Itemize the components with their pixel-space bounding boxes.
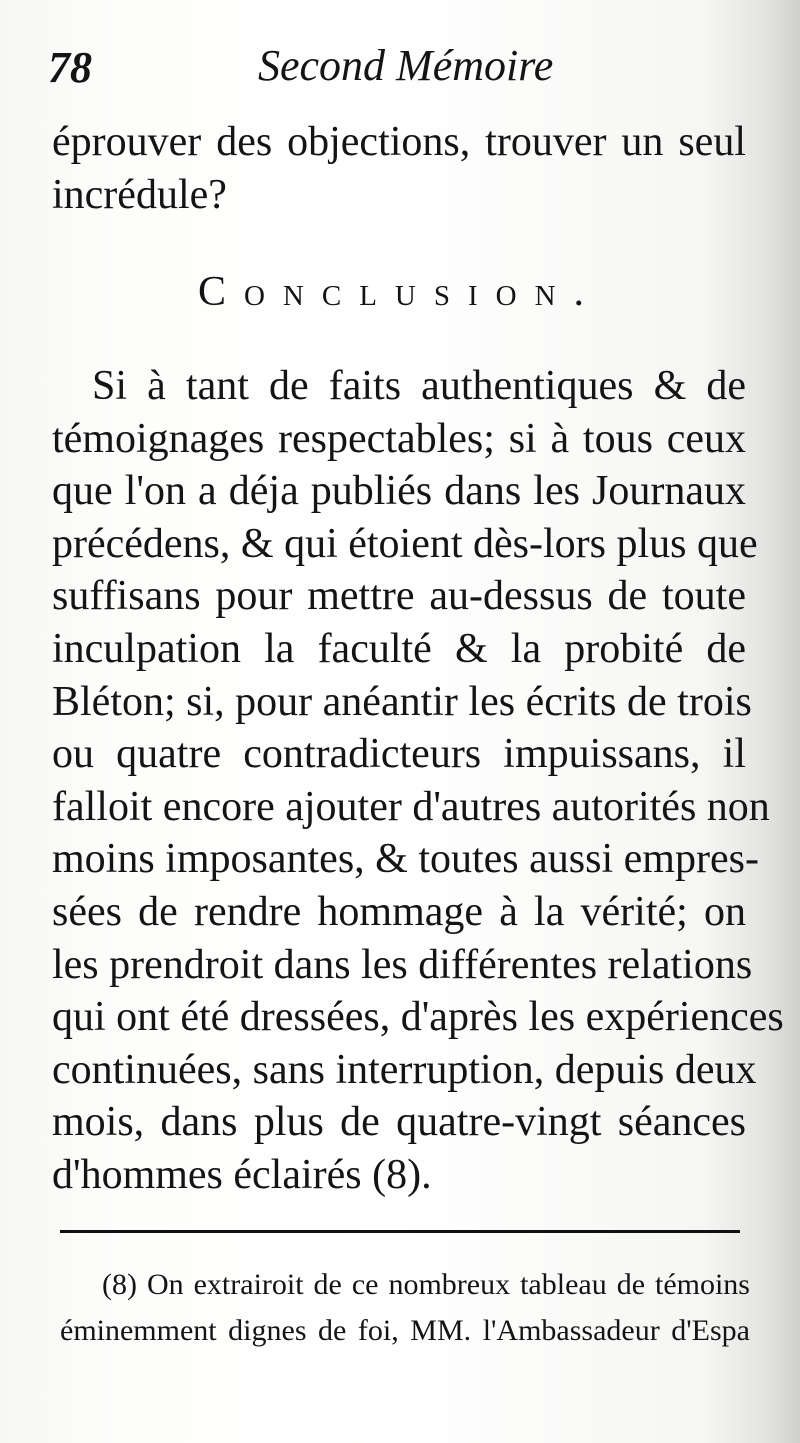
- footnote-line: (8) On extrairoit de ce nombreux tableau de témoins: [102, 1268, 750, 1301]
- section-heading: Conclusion.: [197, 269, 603, 315]
- text-line: continuées, sans interruption, depuis deux: [52, 1046, 757, 1093]
- text-line: moins imposantes, & toutes aussi empres-: [52, 836, 759, 883]
- text-line: sées de rendre hommage à la vérité; on: [52, 888, 746, 935]
- text-line: mois, dans plus de quatre-vingt séances: [52, 1099, 746, 1146]
- text-line: incrédule?: [52, 171, 227, 218]
- text-line: témoignages respectables; si à tous ceux: [52, 415, 746, 462]
- text-line: d'hommes éclairés (8).: [52, 1151, 432, 1198]
- footnote-line: éminemment dignes de foi, MM. l'Ambassadeur d'Espa: [60, 1314, 750, 1347]
- text-line: Si à tant de faits authentiques & de: [92, 363, 746, 409]
- text-line: précédens, & qui étoient dès-lors plus que: [52, 520, 758, 567]
- text-line: éprouver des objections, trouver un seul: [52, 119, 746, 165]
- footnote-rule: [60, 1230, 740, 1233]
- text-line: falloit encore ajouter d'autres autorités non: [52, 783, 770, 830]
- text-line: que l'on a déja publiés dans les Journaux: [52, 468, 746, 515]
- text-line: les prendroit dans les différentes relations: [52, 941, 753, 988]
- page-header: [48, 40, 748, 100]
- running-head: Second Mémoire: [258, 41, 554, 90]
- page-number: 78: [48, 43, 92, 92]
- text-line: qui ont été dressées, d'après les expériences: [52, 994, 784, 1041]
- intro-text: [52, 116, 746, 221]
- text-line: inculpation la faculté & la probité de: [52, 625, 746, 672]
- text-line: ou quatre contradicteurs impuissans, il: [52, 731, 746, 778]
- footnote: [60, 1262, 750, 1354]
- text-line: suffisans pour mettre au-dessus de toute: [52, 573, 746, 620]
- text-line: Bléton; si, pour anéantir les écrits de trois: [52, 678, 752, 725]
- paragraph: [52, 360, 784, 1202]
